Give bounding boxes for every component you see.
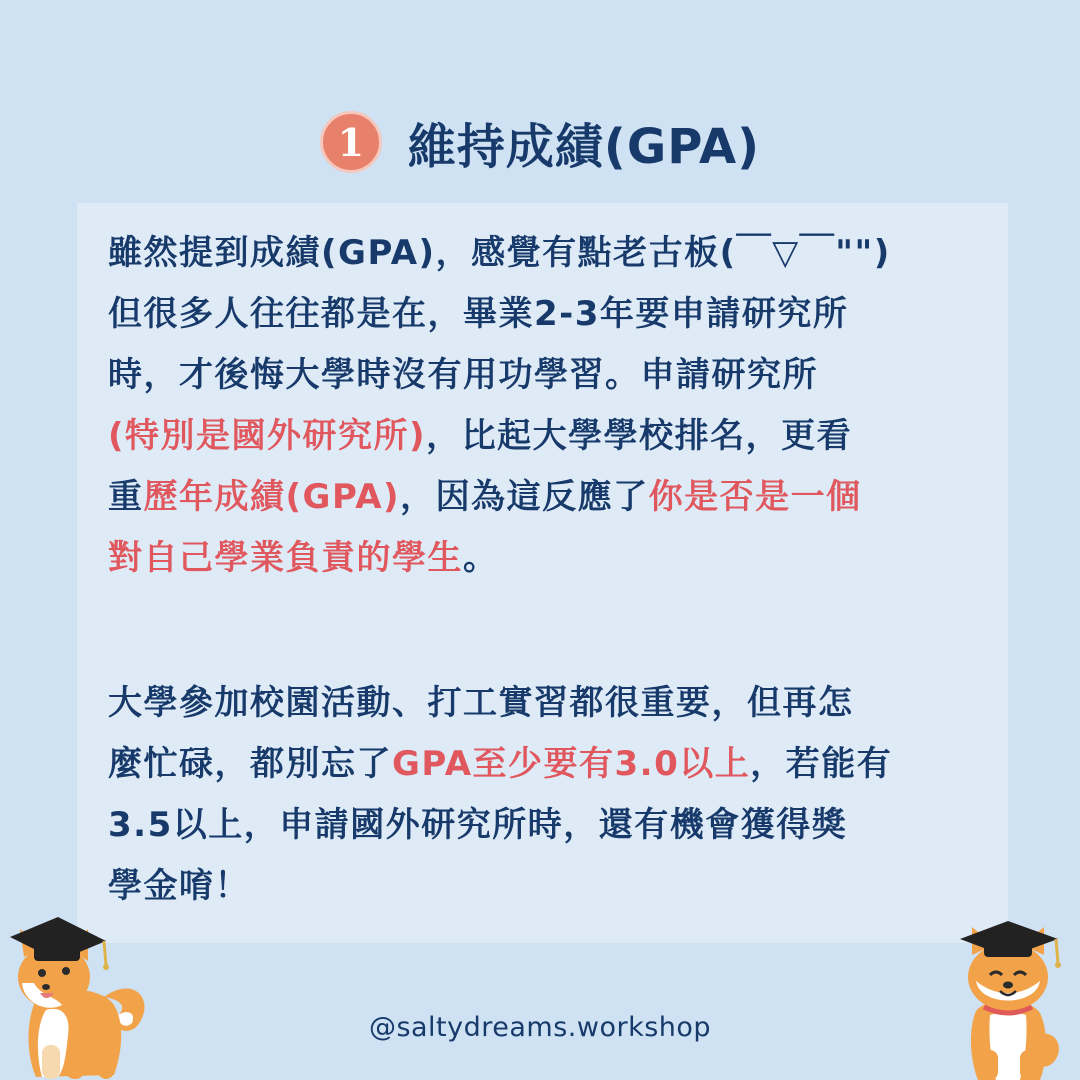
body-text: 雖然提到成績(GPA)，感覺有點老古板(￣▽￣"") bbox=[108, 233, 891, 273]
body-text: ，比起大學學校排名，更看 bbox=[426, 416, 853, 456]
text-line bbox=[108, 528, 984, 589]
body-text: 。 bbox=[463, 538, 499, 578]
number-badge: 1 bbox=[320, 111, 382, 173]
body-text: ，若能有 bbox=[750, 744, 893, 784]
highlight-text: 對自己學業負責的學生 bbox=[108, 538, 463, 578]
highlight-text: (特別是國外研究所) bbox=[108, 416, 427, 456]
text-line bbox=[108, 734, 984, 795]
body-text: 重 bbox=[108, 477, 144, 517]
page-title: 維持成績(GPA) bbox=[407, 118, 761, 175]
highlight-text: GPA至少要有3.0以上 bbox=[392, 744, 751, 784]
text-line bbox=[108, 856, 984, 917]
body-text: 但很多人往往都是在，畢業2-3年要申請研究所 bbox=[108, 294, 849, 334]
highlight-text: 你是否是一個 bbox=[648, 477, 862, 517]
text-line bbox=[108, 284, 984, 345]
body-text: 麼忙碌，都別忘了 bbox=[108, 744, 392, 784]
paragraph-2 bbox=[108, 673, 984, 917]
body-text: ，因為這反應了 bbox=[400, 477, 649, 517]
text-line bbox=[108, 673, 984, 734]
shiba-graduate-right-illustration bbox=[950, 915, 1070, 1080]
body-text: 學金唷！ bbox=[108, 866, 250, 906]
highlight-text: 歷年成績(GPA) bbox=[143, 477, 401, 517]
header bbox=[0, 102, 1080, 182]
paragraph-1 bbox=[108, 223, 984, 589]
shiba-graduate-left-illustration bbox=[6, 905, 156, 1080]
body-text: 3.5以上，申請國外研究所時，還有機會獲得獎 bbox=[108, 805, 848, 845]
text-line bbox=[108, 223, 984, 284]
text-line bbox=[108, 467, 984, 528]
account-handle: @saltydreams.workshop bbox=[368, 1012, 712, 1043]
text-line bbox=[108, 345, 984, 406]
body-text: 時，才後悔大學時沒有用功學習。申請研究所 bbox=[108, 355, 818, 395]
text-line bbox=[108, 795, 984, 856]
text-line bbox=[108, 406, 984, 467]
body-text: 大學參加校園活動、打工實習都很重要，但再怎 bbox=[108, 683, 854, 723]
